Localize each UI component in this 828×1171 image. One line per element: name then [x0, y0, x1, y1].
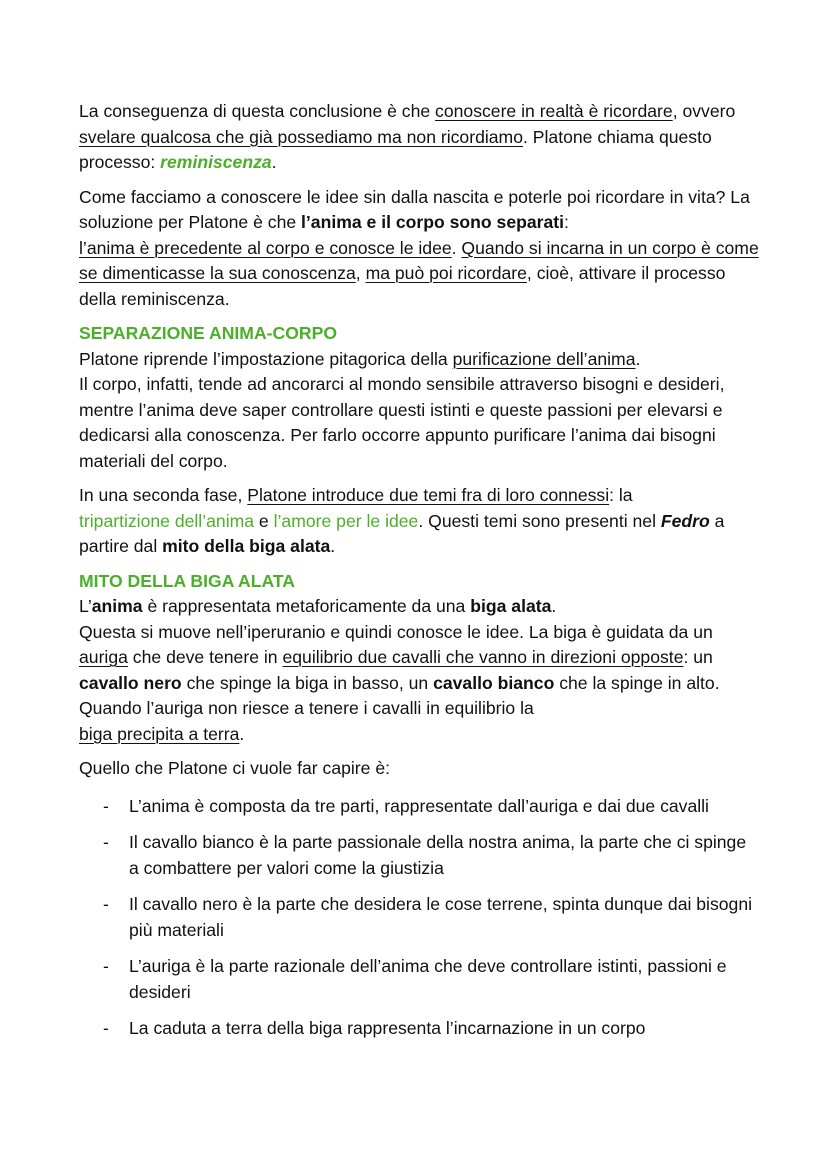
- paragraph-myth: [79, 594, 759, 747]
- paragraph-second-phase: [79, 483, 759, 560]
- text: Il corpo, infatti, tende ad ancorarci al mondo sensibile attraverso bisogni e desideri, mentre l’anima deve saper controllare questi istinti e queste passioni per elevarsi e dedicarsi alla conoscenza. Per farlo occorre appunto purificare l’anima dai bisogni materiali del corpo.: [79, 374, 725, 471]
- text: .: [239, 723, 245, 744]
- underlined-text: Quando si incarna in un corpo è come se dimenticasse la sua conoscenza: [79, 237, 759, 283]
- text: .: [451, 237, 462, 258]
- section-heading-myth: MITO DELLA BIGA ALATA: [79, 570, 295, 591]
- text: In una seconda fase,: [79, 485, 248, 505]
- list-item: [79, 794, 759, 820]
- underlined-text: conoscere in realtà è ricordare: [435, 101, 673, 121]
- text: .: [271, 152, 277, 172]
- bold-text: cavallo bianco: [433, 672, 555, 693]
- text: .: [551, 596, 557, 616]
- highlight-term: reminiscenza: [160, 152, 272, 172]
- underlined-text: svelare qualcosa che già possediamo ma non ricordiamo: [79, 126, 523, 147]
- text: .: [635, 348, 641, 369]
- text: : la: [609, 485, 633, 505]
- dash-bullet: -: [103, 894, 109, 914]
- paragraph-purification: [79, 347, 759, 475]
- bold-text: mito della biga alata: [162, 536, 331, 556]
- text: . Platone chiama questo processo:: [79, 126, 712, 172]
- text: .: [330, 536, 336, 556]
- text: La conseguenza di questa conclusione è che: [79, 101, 436, 121]
- bold-text: cavallo nero: [79, 672, 182, 693]
- underlined-text: ma può poi ricordare: [365, 263, 527, 283]
- paragraph-intro-list: Quello che Platone ci vuole far capire è:: [79, 758, 391, 778]
- list-item-text: Il cavallo nero è la parte che desidera le cose terrene, spinta dunque dai bisogni più materiali: [129, 894, 753, 940]
- bold-text: l’anima e il corpo sono separati: [301, 212, 565, 232]
- list-item: [79, 892, 759, 943]
- text: a partire dal: [79, 510, 725, 556]
- text: che spinge la biga in basso, un: [181, 672, 434, 693]
- underlined-text: purificazione dell’anima: [452, 348, 636, 369]
- list-item-text: L’anima è composta da tre parti, rappresentate dall’auriga e dai due cavalli: [129, 795, 709, 816]
- book-title: Fedro: [660, 510, 710, 531]
- bold-text: biga alata: [470, 596, 552, 616]
- list-item: [79, 830, 759, 881]
- green-term: tripartizione dell’anima: [79, 510, 255, 531]
- underlined-text: auriga: [79, 647, 128, 667]
- text: , ovvero: [672, 101, 736, 121]
- paragraph-soul-body: [79, 185, 759, 313]
- dash-list: [79, 794, 759, 1042]
- dash-bullet: -: [103, 832, 109, 852]
- text: Come facciamo a conoscere le idee sin dalla nascita e poterle poi ricordare in vita? La soluzione per Platone è che: [79, 186, 750, 232]
- underlined-text: Platone introduce due temi fra di loro connessi: [247, 485, 610, 505]
- list-item: [79, 1016, 759, 1042]
- list-item-text: L’auriga è la parte razionale dell’anima che deve controllare istinti, passioni e desideri: [129, 956, 727, 1002]
- bold-text: anima: [91, 596, 143, 616]
- list-item-text: La caduta a terra della biga rappresenta l’incarnazione in un corpo: [129, 1018, 646, 1038]
- text: L’: [79, 596, 92, 616]
- list-item-text: Il cavallo bianco è la parte passionale della nostra anima, la parte che ci spinge a combattere per valori come la giustizia: [129, 832, 747, 878]
- green-term: l’amore per le idee: [273, 510, 419, 531]
- text: . Questi temi sono presenti nel: [418, 510, 661, 531]
- text: Questa si muove nell’iperuranio e quindi conosce le idee. La biga è guidata da un: [79, 621, 713, 642]
- paragraph-conclusion: [79, 99, 759, 176]
- text: è rappresentata metaforicamente da una: [142, 596, 471, 616]
- text: ,: [355, 263, 366, 283]
- dash-bullet: -: [103, 795, 109, 816]
- document-page: [79, 99, 759, 1053]
- list-item: [79, 954, 759, 1005]
- text: e: [254, 510, 274, 531]
- text: che deve tenere in: [127, 647, 283, 667]
- section-heading-separation: SEPARAZIONE ANIMA-CORPO: [79, 323, 338, 343]
- text: Platone riprende l’impostazione pitagorica della: [79, 348, 453, 369]
- text: : un: [683, 647, 713, 667]
- dash-bullet: -: [103, 1018, 109, 1038]
- text: :: [564, 212, 569, 232]
- dash-bullet: -: [103, 956, 109, 976]
- text: che la spinge in alto. Quando l’auriga non riesce a tenere i cavalli in equilibrio la: [79, 672, 720, 718]
- underlined-text: equilibrio due cavalli che vanno in direzioni opposte: [282, 647, 684, 667]
- text: , cioè, attivare il processo della reminiscenza.: [79, 263, 726, 309]
- underlined-text: l’anima è precedente al corpo e conosce le idee: [79, 237, 452, 258]
- underlined-text: biga precipita a terra: [79, 723, 240, 744]
